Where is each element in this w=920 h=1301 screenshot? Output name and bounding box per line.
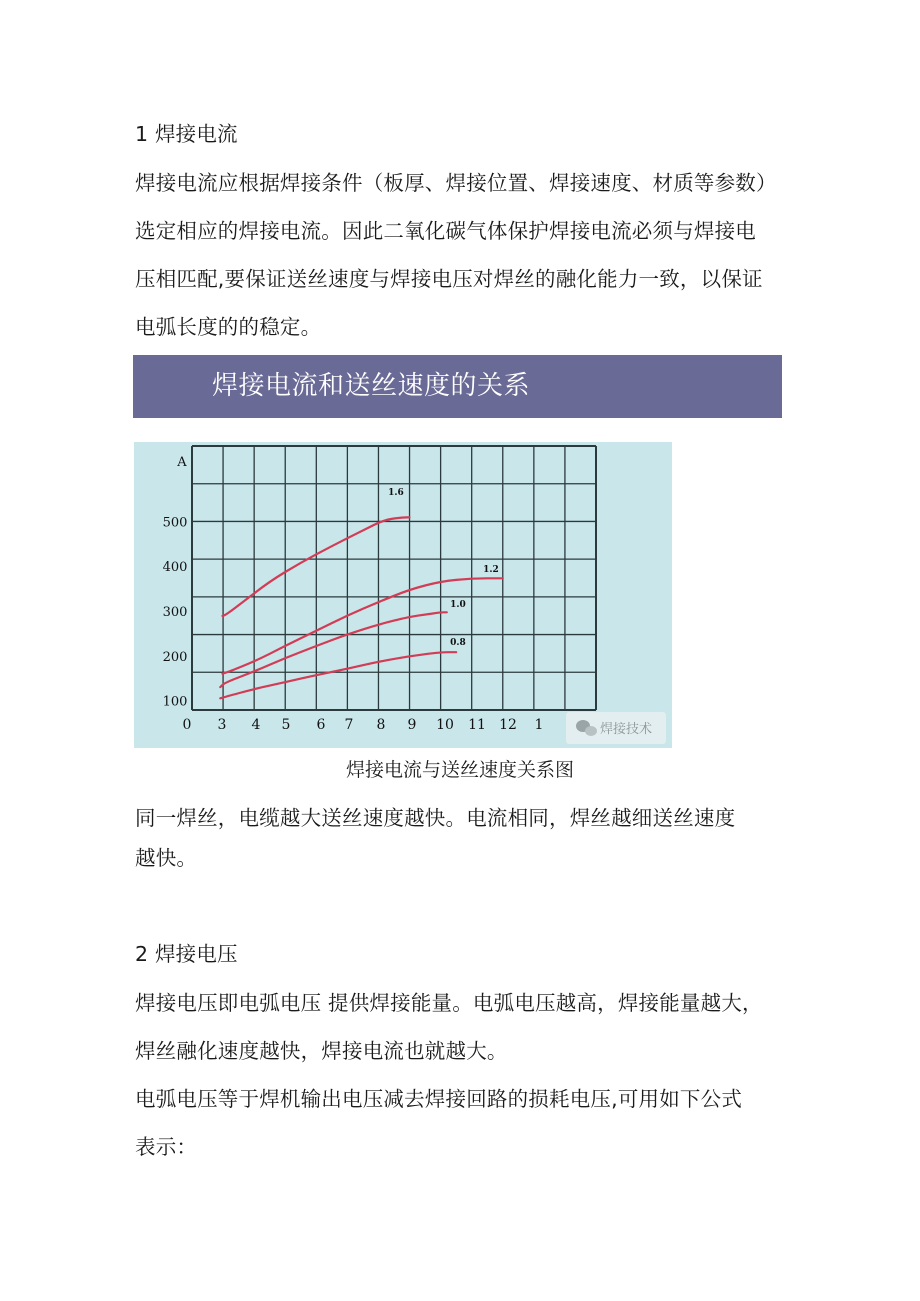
x-tick-label: 1 bbox=[534, 717, 544, 733]
watermark-text: 焊接技术 bbox=[599, 722, 653, 737]
x-tick-label: 5 bbox=[281, 717, 291, 733]
paragraph-line: 焊丝融化速度越快，焊接电流也就越大。 bbox=[135, 1039, 508, 1063]
x-tick-label: 9 bbox=[407, 717, 417, 733]
paragraph-line: 越快。 bbox=[135, 846, 198, 870]
y-tick-label: 100 bbox=[162, 694, 188, 710]
x-tick-label: 12 bbox=[499, 717, 517, 733]
paragraph-line: 同一焊丝，电缆越大送丝速度越快。电流相同，焊丝越细送丝速度 bbox=[135, 806, 736, 830]
x-tick-label: 11 bbox=[468, 717, 486, 733]
paragraph-line: 焊接电压即电弧电压 提供焊接能量。电弧电压越高，焊接能量越大， bbox=[135, 991, 763, 1015]
paragraph-line: 压相匹配,要保证送丝速度与焊接电压对焊丝的融化能力一致，以保证 bbox=[135, 267, 763, 291]
x-tick-label: 10 bbox=[436, 717, 454, 733]
paragraph-line: 电弧电压等于焊机输出电压减去焊接回路的损耗电压,可用如下公式 bbox=[135, 1087, 743, 1111]
x-tick-label: 3 bbox=[217, 717, 227, 733]
y-axis-unit-label: A bbox=[177, 455, 187, 470]
section-heading-welding-voltage: 2 焊接电压 bbox=[135, 942, 238, 966]
banner-title: 焊接电流和送丝速度的关系 bbox=[212, 371, 531, 401]
x-tick-label: 8 bbox=[376, 717, 386, 733]
paragraph-line: 焊接电流应根据焊接条件（板厚、焊接位置、焊接速度、材质等参数） bbox=[135, 171, 777, 195]
y-tick-label: 200 bbox=[162, 649, 188, 665]
series-label: 1.6 bbox=[388, 488, 404, 498]
section-heading-welding-current: 1 焊接电流 bbox=[135, 122, 238, 146]
paragraph-line: 表示： bbox=[135, 1135, 198, 1159]
paragraph-line: 电弧长度的的稳定。 bbox=[135, 315, 322, 339]
series-label: 1.0 bbox=[450, 600, 466, 610]
paragraph-line: 选定相应的焊接电流。因此二氧化碳气体保护焊接电流必须与焊接电 bbox=[135, 219, 756, 243]
current-wire-speed-chart bbox=[134, 442, 672, 748]
figure-caption: 焊接电流与送丝速度关系图 bbox=[345, 759, 574, 781]
x-tick-label: 0 bbox=[182, 717, 192, 733]
series-label: 1.2 bbox=[483, 565, 499, 575]
series-label: 0.8 bbox=[450, 638, 466, 648]
x-tick-label: 7 bbox=[344, 717, 354, 733]
chart-svg bbox=[134, 442, 672, 748]
x-tick-label: 6 bbox=[316, 717, 326, 733]
series-line-0-8 bbox=[220, 652, 456, 698]
x-tick-label: 4 bbox=[251, 717, 261, 733]
y-tick-label: 300 bbox=[162, 605, 188, 620]
y-tick-label: 400 bbox=[162, 560, 188, 576]
figure-banner bbox=[133, 355, 782, 418]
series-line-1-2 bbox=[223, 578, 503, 673]
y-tick-label: 500 bbox=[162, 515, 188, 531]
